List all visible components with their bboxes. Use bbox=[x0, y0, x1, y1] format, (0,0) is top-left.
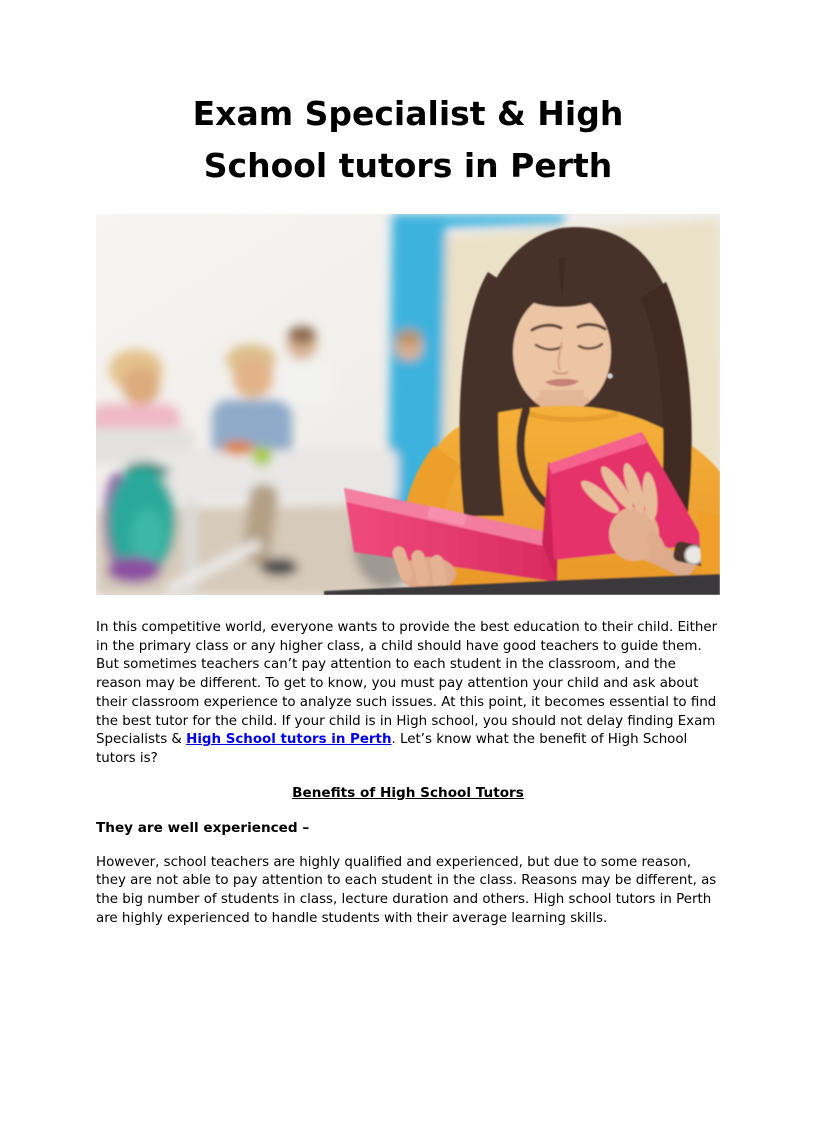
classroom-photo-illustration bbox=[96, 214, 720, 595]
document-title: Exam Specialist & High School tutors in Perth bbox=[192, 94, 624, 185]
document-page bbox=[0, 88, 816, 928]
intro-text-after-link: . Let’s know what the benefit of High School tutors is? bbox=[96, 732, 688, 766]
hero-image bbox=[96, 214, 720, 595]
green-apple bbox=[252, 446, 272, 466]
intro-text-before-link: In this competitive world, everyone wants to provide the best education to their child. Either in the primary class or any higher class, a child should have good teachers to guide them. But sometimes teachers can’t pay attention to each student in the classroom, and the reason may be different. To get to know, you must pay attention your child and ask about their classroom experience to analyze such issues. At this point, it becomes essential to find the best tutor for the child. If your child is in High school, you should not delay finding Exam Specialists & bbox=[96, 620, 718, 748]
high-school-tutors-link[interactable]: High School tutors in Perth bbox=[186, 732, 392, 748]
intro-paragraph bbox=[96, 619, 720, 769]
benefit-heading: They are well experienced – bbox=[96, 819, 310, 836]
section-heading: Benefits of High School Tutors bbox=[292, 784, 524, 801]
benefit-paragraph: However, school teachers are highly qualified and experienced, but due to some reason, they are not able to pay attention to each student in the class. Reasons may be different, as the big number of students in class, lecture duration and others. High school tutors in Perth are highly experienced to handle students with their average learning skills. bbox=[96, 854, 717, 926]
earring bbox=[608, 374, 613, 379]
student-back bbox=[278, 357, 334, 405]
